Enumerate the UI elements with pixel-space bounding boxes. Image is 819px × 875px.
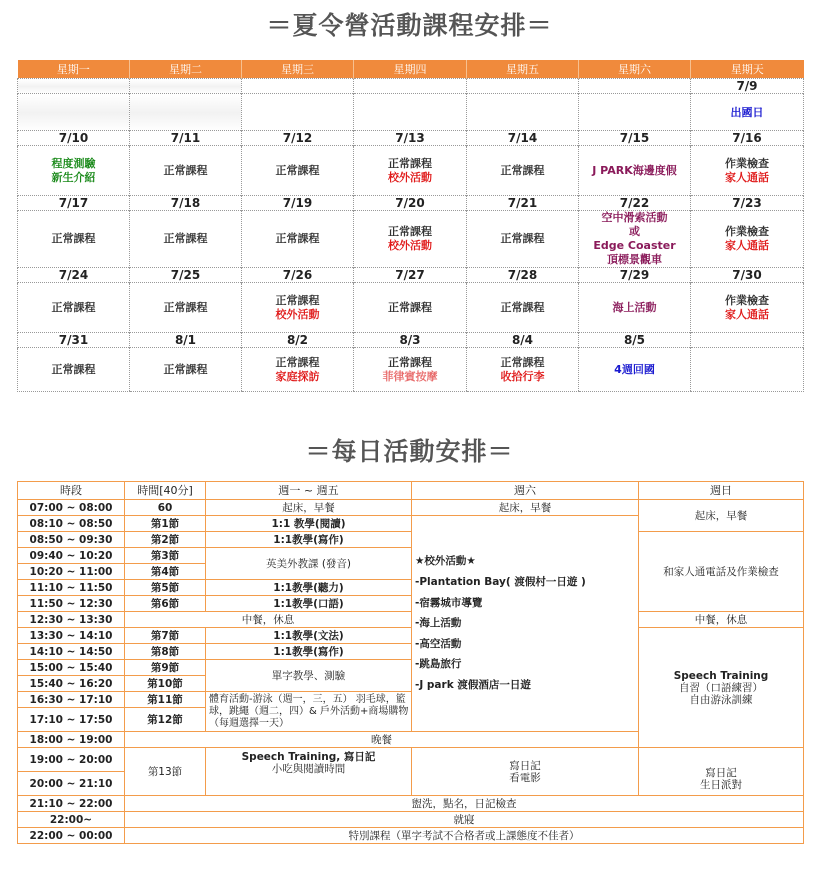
date-cell: 7/16 bbox=[691, 131, 804, 146]
date-cell: 8/5 bbox=[579, 333, 691, 348]
saturday-activity-text: 看電影 bbox=[509, 771, 541, 784]
weekday-activity bbox=[206, 748, 412, 796]
period-cell: 第8節 bbox=[125, 644, 206, 660]
period-cell: 第6節 bbox=[125, 596, 206, 612]
date-cell: 7/26 bbox=[242, 268, 354, 283]
sunday-activity-text: Speech Training bbox=[673, 669, 769, 682]
calendar-cell bbox=[18, 79, 130, 94]
saturday-outing-item: -宿霧城市導覽 bbox=[415, 596, 483, 609]
date-cell: 7/9 bbox=[691, 79, 804, 94]
time-cell: 22:00 ~ 00:00 bbox=[18, 828, 125, 844]
time-cell: 08:10 ~ 08:50 bbox=[18, 516, 125, 532]
activity-cell bbox=[242, 348, 354, 392]
date-cell: 7/17 bbox=[18, 196, 130, 211]
sunday-activity: 起床，早餐 bbox=[639, 500, 804, 532]
activity-cell: 海上活動 bbox=[579, 283, 691, 333]
activity-cell bbox=[691, 211, 804, 268]
activity-text: 家庭探訪 bbox=[275, 369, 320, 383]
time-cell: 21:10 ~ 22:00 bbox=[18, 796, 125, 812]
weekday-activity: 1:1教學(寫作) bbox=[206, 532, 412, 548]
sunday-activity-text: 寫日記 bbox=[705, 767, 737, 779]
date-cell: 7/12 bbox=[242, 131, 354, 146]
date-cell: 7/20 bbox=[354, 196, 467, 211]
activity-text: 空中滑索活動 bbox=[601, 211, 668, 224]
weekday-header: 星期五 bbox=[467, 60, 579, 79]
departure-day-cell: 出國日 bbox=[691, 94, 804, 131]
activity-cell bbox=[354, 348, 467, 392]
column-header: 週六 bbox=[412, 482, 639, 500]
camp-schedule-title: ＝夏令營活動課程安排＝ bbox=[266, 11, 553, 40]
period-cell: 第9節 bbox=[125, 660, 206, 676]
period-cell: 第5節 bbox=[125, 580, 206, 596]
activity-text: Edge Coaster bbox=[593, 239, 676, 252]
time-cell: 19:00 ~ 20:00 bbox=[18, 748, 125, 772]
sunday-activity bbox=[639, 748, 804, 796]
activity-text: 家人通話 bbox=[725, 239, 769, 252]
weekday-activity: 1:1教學(寫作) bbox=[206, 644, 412, 660]
date-cell: 7/24 bbox=[18, 268, 130, 283]
calendar-cell bbox=[579, 79, 691, 94]
saturday-outing-item: -海上活動 bbox=[415, 617, 462, 630]
activity-cell: 正常課程 bbox=[467, 283, 579, 333]
weekday-header: 星期一 bbox=[18, 60, 130, 79]
activity-cell: 正常課程 bbox=[18, 211, 130, 268]
activity-cell bbox=[691, 348, 804, 392]
saturday-activity bbox=[412, 748, 639, 796]
activity-text: 程度測驗 bbox=[51, 156, 96, 170]
weekday-activity: 體育活動-游泳（週一，三，五） 羽毛球，籃球，跳繩（週二，四）& 戶外活動+商場購物（每週選擇一天） bbox=[206, 692, 412, 732]
activity-text: 正常課程 bbox=[388, 225, 432, 238]
activity-text: 校外活動 bbox=[275, 307, 320, 321]
time-cell: 16:30 ~ 17:10 bbox=[18, 692, 125, 708]
time-cell: 20:00 ~ 21:10 bbox=[18, 772, 125, 796]
calendar-cell bbox=[579, 94, 691, 131]
activity-cell bbox=[467, 348, 579, 392]
weekday-activity: 1:1 教學(閱讀) bbox=[206, 516, 412, 532]
period-cell: 第4節 bbox=[125, 564, 206, 580]
weekday-activity: 1:1教學(文法) bbox=[206, 628, 412, 644]
calendar-cell bbox=[130, 94, 242, 131]
date-cell: 8/2 bbox=[242, 333, 354, 348]
date-cell: 7/25 bbox=[130, 268, 242, 283]
weekday-header: 星期天 bbox=[691, 60, 804, 79]
saturday-outing-item: -跳島旅行 bbox=[415, 658, 462, 671]
calendar-cell bbox=[354, 94, 467, 131]
time-cell: 07:00 ~ 08:00 bbox=[18, 500, 125, 516]
activity-cell bbox=[579, 211, 691, 268]
calendar-cell bbox=[467, 79, 579, 94]
date-cell: 7/22 bbox=[579, 196, 691, 211]
activity-cell: 正常課程 bbox=[130, 146, 242, 196]
weekday-header: 星期二 bbox=[130, 60, 242, 79]
daily-schedule bbox=[17, 481, 804, 844]
activity-cell: 正常課程 bbox=[130, 283, 242, 333]
activity-text: 正常課程 bbox=[275, 293, 320, 307]
calendar-cell bbox=[467, 94, 579, 131]
calendar-cell bbox=[354, 79, 467, 94]
date-cell: 7/19 bbox=[242, 196, 354, 211]
calendar-cell bbox=[130, 79, 242, 94]
activity-text: 收拾行李 bbox=[500, 369, 545, 383]
activity-cell: J PARK海邊度假 bbox=[579, 146, 691, 196]
calendar-cell bbox=[18, 94, 130, 131]
weekday-activity: 單字教學、測驗 bbox=[206, 660, 412, 692]
wash-cell: 盥洗，點名，日記檢查 bbox=[125, 796, 804, 812]
activity-text: 家人通話 bbox=[725, 170, 769, 184]
period-cell: 第12節 bbox=[125, 708, 206, 732]
lunch-cell: 中餐，休息 bbox=[125, 612, 412, 628]
time-cell: 11:10 ~ 11:50 bbox=[18, 580, 125, 596]
activity-text: 正常課程 bbox=[275, 355, 320, 369]
sunday-activity: 和家人通電話及作業檢查 bbox=[639, 532, 804, 612]
sunday-activity: 中餐，休息 bbox=[639, 612, 804, 628]
date-cell: 7/15 bbox=[579, 131, 691, 146]
activity-cell: 正常課程 bbox=[130, 211, 242, 268]
saturday-activity: 起床，早餐 bbox=[412, 500, 639, 516]
saturday-outing-list bbox=[412, 516, 639, 732]
activity-cell bbox=[354, 146, 467, 196]
activity-text: 校外活動 bbox=[388, 170, 432, 184]
activity-text: 新生介紹 bbox=[51, 170, 96, 184]
time-cell: 11:50 ~ 12:30 bbox=[18, 596, 125, 612]
weekday-activity: 起床，早餐 bbox=[206, 500, 412, 516]
date-cell: 7/10 bbox=[18, 131, 130, 146]
bedtime-cell: 就寢 bbox=[125, 812, 804, 828]
activity-cell: 正常課程 bbox=[18, 348, 130, 392]
time-cell: 13:30 ~ 14:10 bbox=[18, 628, 125, 644]
date-cell: 7/30 bbox=[691, 268, 804, 283]
activity-cell: 正常課程 bbox=[242, 146, 354, 196]
saturday-outing-item: -J park 渡假酒店一日遊 bbox=[415, 678, 531, 691]
date-cell: 8/4 bbox=[467, 333, 579, 348]
time-cell: 18:00 ~ 19:00 bbox=[18, 732, 125, 748]
time-cell: 15:00 ~ 15:40 bbox=[18, 660, 125, 676]
period-cell: 第13節 bbox=[125, 748, 206, 796]
activity-text: 正常課程 bbox=[388, 156, 432, 170]
time-cell: 10:20 ~ 11:00 bbox=[18, 564, 125, 580]
time-cell: 22:00~ bbox=[18, 812, 125, 828]
activity-cell: 正常課程 bbox=[130, 348, 242, 392]
time-cell: 09:40 ~ 10:20 bbox=[18, 548, 125, 564]
date-cell: 7/14 bbox=[467, 131, 579, 146]
activity-text: 正常課程 bbox=[388, 355, 432, 369]
weekday-activity: 英美外教課 (發音) bbox=[206, 548, 412, 580]
calendar-cell bbox=[242, 79, 354, 94]
weekday-activity-text: 小吃與閱讀時間 bbox=[271, 763, 346, 775]
weekday-header: 星期六 bbox=[579, 60, 691, 79]
time-cell: 15:40 ~ 16:20 bbox=[18, 676, 125, 692]
weekday-activity-text: Speech Training, 寫日記 bbox=[241, 751, 376, 763]
activity-cell bbox=[354, 211, 467, 268]
sunday-activity-text: 自由游泳訓練 bbox=[689, 693, 753, 706]
activity-text: 或 bbox=[629, 225, 640, 238]
period-cell: 第1節 bbox=[125, 516, 206, 532]
saturday-outing-item: -高空活動 bbox=[415, 637, 462, 650]
period-cell: 第2節 bbox=[125, 532, 206, 548]
calendar-cell bbox=[242, 94, 354, 131]
activity-text: 家人通話 bbox=[725, 307, 769, 321]
saturday-outing-item: ★校外活動★ bbox=[415, 555, 476, 568]
weekday-header: 星期三 bbox=[242, 60, 354, 79]
sunday-activity-text: 生日派對 bbox=[700, 779, 742, 791]
activity-cell bbox=[691, 146, 804, 196]
activity-text: 校外活動 bbox=[388, 239, 432, 252]
activity-cell: 正常課程 bbox=[18, 283, 130, 333]
column-header: 時間[40分] bbox=[125, 482, 206, 500]
activity-cell bbox=[242, 283, 354, 333]
period-cell: 第11節 bbox=[125, 692, 206, 708]
time-cell: 14:10 ~ 14:50 bbox=[18, 644, 125, 660]
column-header: 時段 bbox=[18, 482, 125, 500]
date-cell: 8/3 bbox=[354, 333, 467, 348]
activity-text: 作業檢查 bbox=[725, 156, 769, 170]
special-class-cell: 特別課程（單字考試不合格者或上課態度不佳者） bbox=[125, 828, 804, 844]
weekday-header: 星期四 bbox=[354, 60, 467, 79]
date-cell: 7/28 bbox=[467, 268, 579, 283]
daily-schedule-title: ＝每日活動安排＝ bbox=[305, 437, 514, 466]
date-cell: 7/29 bbox=[579, 268, 691, 283]
date-cell: 7/18 bbox=[130, 196, 242, 211]
column-header: 週一 ~ 週五 bbox=[206, 482, 412, 500]
activity-cell: 正常課程 bbox=[354, 283, 467, 333]
dinner-cell: 晚餐 bbox=[125, 732, 639, 748]
date-cell: 7/27 bbox=[354, 268, 467, 283]
activity-text: 頂標景觀車 bbox=[607, 253, 662, 266]
activity-text: 菲律賓按摩 bbox=[382, 369, 438, 383]
date-cell: 7/11 bbox=[130, 131, 242, 146]
date-cell: 8/1 bbox=[130, 333, 242, 348]
weekday-activity: 1:1教學(口語) bbox=[206, 596, 412, 612]
activity-cell: 4週回國 bbox=[579, 348, 691, 392]
activity-cell: 正常課程 bbox=[242, 211, 354, 268]
activity-cell: 正常課程 bbox=[467, 146, 579, 196]
activity-text: 作業檢查 bbox=[725, 225, 769, 238]
activity-text: 作業檢查 bbox=[725, 293, 769, 307]
column-header: 週日 bbox=[639, 482, 804, 500]
weekday-activity: 1:1教學(聽力) bbox=[206, 580, 412, 596]
saturday-outing-item: -Plantation Bay( 渡假村一日遊 ) bbox=[415, 576, 586, 589]
weekday-header-row bbox=[18, 60, 804, 79]
time-cell: 12:30 ~ 13:30 bbox=[18, 612, 125, 628]
date-cell bbox=[691, 333, 804, 348]
date-cell: 7/21 bbox=[467, 196, 579, 211]
time-cell: 17:10 ~ 17:50 bbox=[18, 708, 125, 732]
sunday-activity bbox=[639, 628, 804, 748]
period-cell: 60 bbox=[125, 500, 206, 516]
period-cell: 第7節 bbox=[125, 628, 206, 644]
date-cell: 7/23 bbox=[691, 196, 804, 211]
activity-cell bbox=[18, 146, 130, 196]
time-cell: 08:50 ~ 09:30 bbox=[18, 532, 125, 548]
activity-cell bbox=[691, 283, 804, 333]
period-cell: 第3節 bbox=[125, 548, 206, 564]
activity-cell: 正常課程 bbox=[467, 211, 579, 268]
saturday-activity-text: 寫日記 bbox=[509, 759, 541, 772]
camp-calendar bbox=[17, 60, 804, 392]
date-cell: 7/13 bbox=[354, 131, 467, 146]
sunday-activity-text: 自習（口語練習） bbox=[679, 681, 763, 694]
activity-text: 正常課程 bbox=[500, 355, 545, 369]
daily-header-row bbox=[18, 482, 804, 500]
period-cell: 第10節 bbox=[125, 676, 206, 692]
date-cell: 7/31 bbox=[18, 333, 130, 348]
